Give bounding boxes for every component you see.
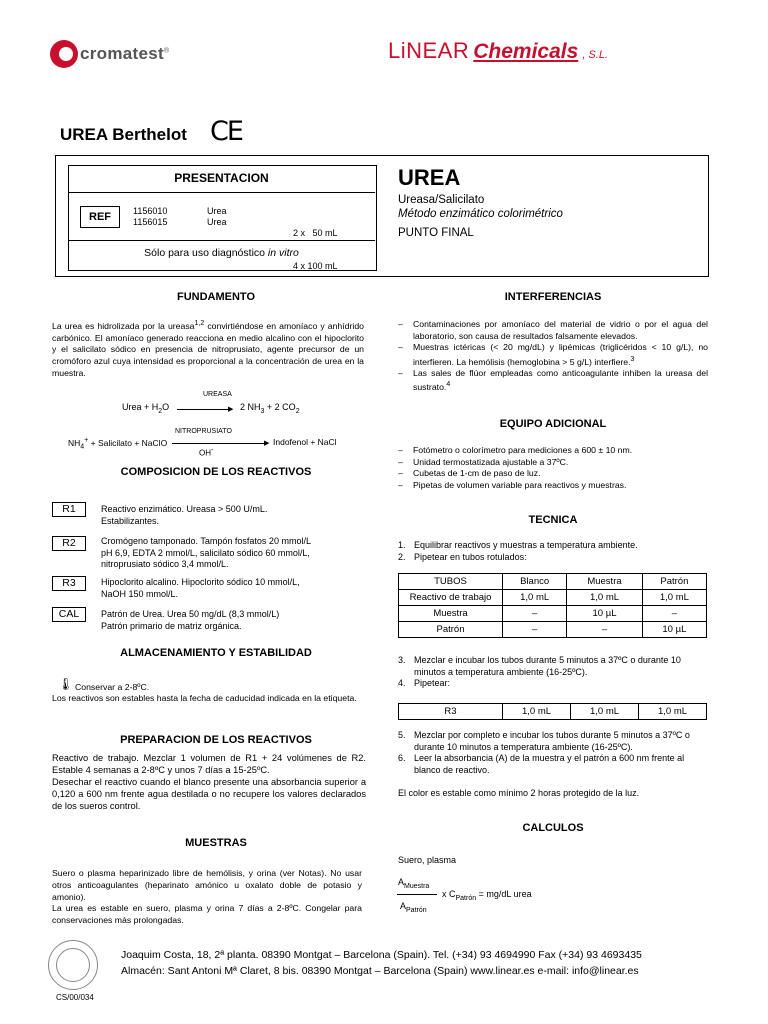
list-item: – Unidad termostatizada ajustable a 37ºC. (398, 456, 569, 467)
reagent-desc-r3: Hipoclorito alcalino. Hipoclorito sódico 10 mmol/L, NaOH 150 mmol/L. (101, 577, 300, 599)
sl-text: , S.L. (582, 49, 608, 61)
diagnostic-note: Sólo para uso diagnóstico in vitro (144, 247, 299, 259)
reagent-tag-r3: R3 (52, 576, 86, 591)
linear-logo (388, 38, 608, 64)
list-item: 3. Mezclar e incubar los tubos durante 5 minutos a 37ºC o durante 10 minutos a temperatura ambiente (16-25ºC). (398, 655, 681, 677)
product-name: UREA (398, 165, 461, 190)
reaction1-enzyme: UREASA (203, 391, 232, 398)
table-cell: – (503, 606, 567, 622)
table-cell: 10 µL (642, 622, 706, 638)
muestras-p1: Suero o plasma heparinizado libre de hemólisis, y orina (ver Notas). No usar otros anticoagulantes (heparinato amónico u oxalato doble de potasio y amonio). (52, 868, 362, 902)
reaction1-left: Urea + $H_2O$ (122, 402, 170, 415)
table-cell: – (503, 622, 567, 638)
table-row (399, 590, 707, 606)
tecnica-table-2 (398, 703, 707, 720)
formula-denominator: $A_{Patrón}$ (400, 901, 427, 914)
list-item: – Contaminaciones por amoníaco del material de vidrio o por el agua del laboratorio, son causa de resultados falsamente elevados. (398, 319, 708, 341)
table-cell: 1,0 mL (642, 590, 706, 606)
table-cell: 10 µL (567, 606, 643, 622)
fundamento-text: La urea es hidrolizada por la ureasa$^{1,2}$ convirtiéndose en amoníaco y anhídrido carbónico. El amoníaco generado reacciona en medio alcalino con el hipoclorito y el salicilato sódico en presencia de nitroprusiato, agente precursor de un cromóforo azul cuya intensidad es proporcional a la concentración de urea en la muestra. (52, 320, 364, 379)
table-header: Blanco (503, 574, 567, 590)
calculos-label: Suero, plasma (398, 855, 457, 865)
tecnica-steps-b (398, 655, 710, 690)
product-type: PUNTO FINAL (398, 227, 474, 239)
reagent-tag-cal: CAL (52, 607, 86, 622)
composicion-heading: COMPOSICION DE LOS REACTIVOS (120, 466, 312, 478)
reagent-desc-r2: Cromógeno tamponado. Tampón fosfatos 20 mmol/L pH 6,9, EDTA 2 mmol/L, salicilato sódico 60 mmol/L, nitroprusiato sódico 3,4 mmol/L. (101, 536, 311, 569)
ref-qty: 4 x 100 mL (293, 261, 338, 271)
thermometer-icon: 🌡 (58, 677, 74, 691)
list-item: – Cubetas de 1-cm de paso de luz. (398, 468, 541, 478)
muestras-heading: MUESTRAS (185, 837, 247, 849)
list-item: 4. Pipetear: (398, 678, 451, 688)
reagent-tag-r1: R1 (52, 502, 86, 517)
reaction1-arrow (177, 409, 232, 410)
equipo-list (398, 445, 708, 491)
table-cell: R3 (399, 704, 503, 720)
muestras-p2: La urea es estable en suero, plasma y orina 7 días a 2-8ºC. Congelar para conservaciones más prolongadas. (52, 903, 362, 925)
reaction2-enzyme: NITROPRUSIATO (175, 428, 232, 435)
presentacion-codes (133, 206, 167, 228)
list-item: 1. Equilibrar reactivos y muestras a temperatura ambiente. (398, 540, 638, 550)
table-cell: – (642, 606, 706, 622)
ref-code: 1156015 (133, 217, 168, 227)
preparacion-p2: Desechar el reactivo cuando el blanco presente una absorbancia superior a 0,120 a 600 nm frente agua destilada o no recupere los valores declarados de los sueros control. (52, 777, 366, 811)
table-cell: Reactivo de trabajo (399, 590, 503, 606)
interferencias-list (398, 319, 708, 394)
ce-mark-icon: CE (210, 116, 242, 147)
list-item: 5. Mezclar por completo e incubar los tubos durante 5 minutos a 37ºC o durante 10 minutos a temperatura ambiente (16-25ºC). (398, 730, 690, 752)
presentacion-qty (293, 206, 338, 283)
ref-qty: 2 x 50 mL (293, 228, 338, 238)
table-cell: 1,0 mL (503, 704, 571, 720)
table-cell: 1,0 mL (503, 590, 567, 606)
table-cell: 1,0 mL (571, 704, 639, 720)
cromatest-text: cromatest® (80, 44, 170, 63)
divider (68, 192, 375, 193)
arrow-head-icon: ▶ (228, 406, 234, 413)
table-header: Patrón (642, 574, 706, 590)
list-item: – Muestras ictéricas (< 20 mg/dL) y lipémicas (triglicéridos < 10 g/L), no interfieren. La hemólisis (hemoglobina > 5 g/L) interfiere.$^3$ (398, 342, 708, 367)
interferencias-heading: INTERFERENCIAS (504, 291, 602, 303)
reagent-desc-cal: Patrón de Urea. Urea 50 mg/dL (8,3 mmol/L) Patrón primario de matriz orgánica. (101, 609, 280, 631)
ref-code: 1156010 (133, 206, 168, 216)
fraction-line (397, 894, 437, 895)
storage-temp: Conservar a 2-8ºC. (75, 682, 150, 692)
table-cell: Patrón (399, 622, 503, 638)
almacenamiento-heading: ALMACENAMIENTO Y ESTABILIDAD (120, 647, 312, 659)
reagent-tag-r2: R2 (52, 536, 86, 551)
table-header: TUBOS (399, 574, 503, 590)
preparacion-heading: PREPARACION DE LOS REACTIVOS (120, 734, 312, 746)
tecnica-heading: TECNICA (528, 514, 578, 526)
table-cell: 1,0 mL (567, 590, 643, 606)
ref-name: Urea (207, 217, 227, 227)
cromatest-c-icon (50, 40, 78, 68)
table-header: Muestra (567, 574, 643, 590)
certification-code: CS/00/034 (56, 993, 94, 1002)
table-row (399, 622, 707, 638)
list-item: 6. Leer la absorbancia (A) de la muestra y el patrón a 600 nm frente al blanco de reactivo. (398, 753, 685, 775)
table-cell: 1,0 mL (639, 704, 707, 720)
reaction2-right: Indofenol + NaCl (273, 437, 337, 447)
product-method: Método enzimático colorimétrico (398, 208, 563, 220)
document-title: UREA Berthelot (60, 125, 187, 144)
ref-label: REF (80, 206, 120, 228)
tecnica-table (398, 573, 707, 638)
table-cell: Muestra (399, 606, 503, 622)
storage-text: Los reactivos son estables hasta la fecha de caducidad indicada en la etiqueta. (52, 693, 357, 703)
cromatest-logo (50, 40, 169, 68)
certification-seal-inner (56, 948, 90, 982)
table-cell: – (567, 622, 643, 638)
preparacion-p1: Reactivo de trabajo. Mezclar 1 volumen de R1 + 24 volúmenes de R2. Estable 4 semanas a 2-8ºC y unos 7 días a 15-25ºC. (52, 753, 366, 775)
tecnica-steps-c (398, 730, 710, 776)
table-row (399, 704, 707, 720)
list-item: 2. Pipetear en tubos rotulados: (398, 551, 527, 562)
reaction2-left: $NH_4^+$ + Salicilato + NaClO (68, 437, 168, 451)
calculos-heading: CALCULOS (522, 822, 584, 834)
chemicals-text: Chemicals (473, 40, 579, 63)
arrow-head-icon: ▶ (264, 440, 270, 447)
footer-address-2: Almacén: Sant Antoni Mª Claret, 8 bis. 08390 Montgat – Barcelona (Spain) www.linear.es e-mail: info@linear.es (121, 965, 639, 977)
reaction2-below: OH- (199, 447, 214, 458)
footer-address-1: Joaquim Costa, 18, 2ª planta. 08390 Montgat – Barcelona (Spain). Tel. (+34) 93 4694990 Fax (+34) 93 4693435 (121, 949, 642, 961)
formula-result: x $C_{Patrón} = mg/dL$ urea (442, 889, 532, 902)
linear-text: LiNEAR (388, 38, 470, 63)
color-stability-note: El color es estable como mínimo 2 horas protegido de la luz. (398, 788, 640, 798)
reaction1-right: 2 $NH_3 + 2$ $CO_2$ (240, 402, 300, 415)
fundamento-heading: FUNDAMENTO (176, 291, 255, 303)
list-item: – Las sales de flúor empleadas como anticoagulante inhiben la ureasa del sustrato.$^4$ (398, 367, 708, 393)
table-header-row (399, 574, 707, 590)
product-sub: Ureasa/Salicilato (398, 194, 485, 206)
formula-numerator: $A_{Muestra}$ (398, 877, 430, 890)
presentacion-title: PRESENTACION (174, 171, 269, 185)
ref-name: Urea (207, 206, 227, 216)
equipo-heading: EQUIPO ADICIONAL (499, 418, 607, 430)
list-item: – Pipetas de volumen variable para reactivos y muestras. (398, 479, 627, 490)
reagent-desc-r1: Reactivo enzimático. Ureasa > 500 U/mL. Estabilizantes. (101, 504, 268, 526)
presentacion-names (207, 206, 227, 228)
reaction2-arrow (172, 443, 268, 444)
tecnica-steps-a (398, 540, 708, 563)
table-row (399, 606, 707, 622)
list-item: – Fotómetro o colorímetro para mediciones a 600 ± 10 nm. (398, 445, 633, 455)
